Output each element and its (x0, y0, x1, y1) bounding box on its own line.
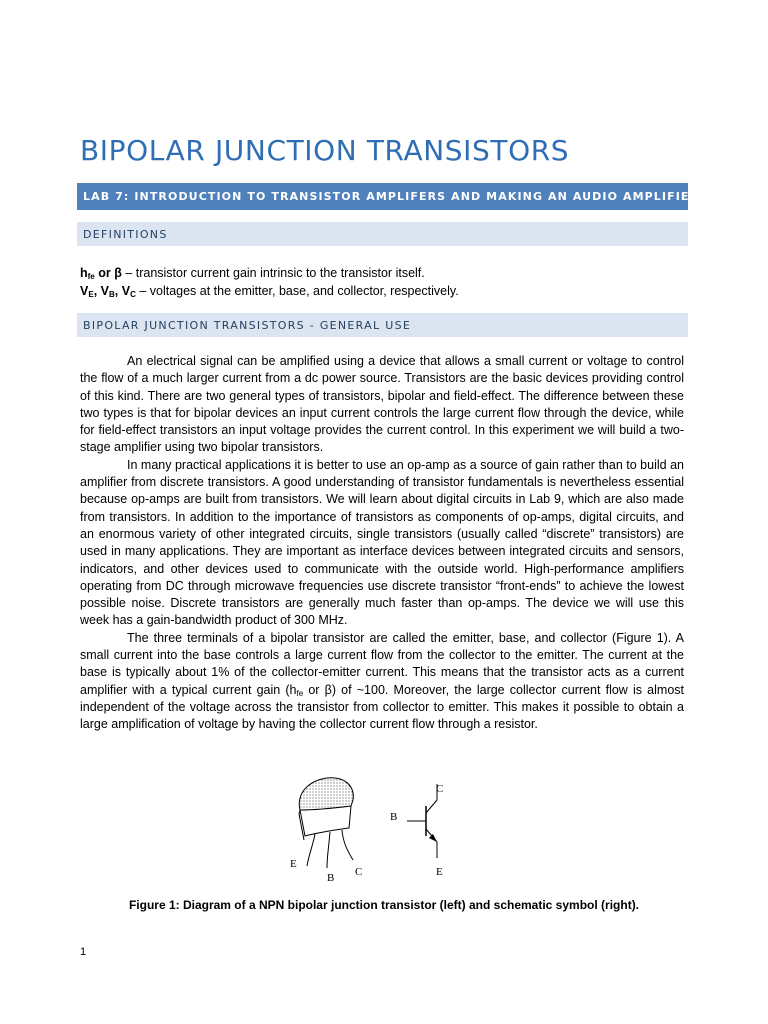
body-text (80, 353, 684, 734)
package-body (300, 806, 351, 836)
paragraph: An electrical signal can be amplified using a device that allows a small current or voltage to control the flow of a much larger current from a dc power source. Transistors are the basic devices providing control of this kind. There are two general types of transistors, bipolar and field-effect. The difference between these two types is that for bipolar devices an input current controls the large current flow through the device, while for field-effect transistors an input voltage provides the current control. In this experiment we will build a two-stage amplifier using two bipolar transistors. (80, 354, 684, 455)
symbol-label-b: B (390, 811, 398, 823)
npn-schematic-symbol (390, 783, 443, 878)
symbol-label-e: E (436, 866, 443, 878)
term-sub-b: B (108, 290, 115, 299)
definition-hfe (80, 264, 690, 282)
paragraph-part: The three terminals of a bipolar transistor are called the emitter, base, and collector (Figure 1). A small current into the base controls a large current flow from the collector to the emitter. The current at the base is typically about 1% of the collector-emitter current. This means that the transistor acts as a current amplifier with a typical current gain (h (80, 630, 684, 697)
package-top (299, 778, 353, 810)
lab-heading-bar (77, 183, 700, 210)
term-v: , V (93, 284, 109, 298)
page-title: BIPOLAR JUNCTION TRANSISTORS (80, 134, 570, 167)
definition-hfe-term (80, 266, 122, 280)
term-sub-c: C (130, 290, 136, 299)
general-use-heading-bar (77, 313, 688, 337)
transistor-figure (285, 770, 485, 888)
paragraph (80, 630, 684, 734)
package-label-c: C (355, 866, 363, 878)
term-sub-fe: fe (87, 272, 95, 281)
definition-voltages-text: – voltages at the emitter, base, and collector, respectively. (135, 284, 459, 298)
emitter-arrow-icon (429, 834, 437, 842)
term-h: h (80, 266, 88, 280)
term-v: V (80, 284, 89, 298)
term-or-beta: or β (94, 266, 122, 280)
paragraph-sub: fe (296, 688, 304, 698)
package-label-b: B (327, 872, 335, 884)
page-number: 1 (80, 946, 87, 958)
definitions-list (80, 264, 690, 300)
paragraph: In many practical applications it is better to use an op-amp as a source of gain rather than to build an amplifier from discrete transistors. A good understanding of transistor fundamentals is nevertheless essential because op-amps are built from transistors. We will learn about digital circuits in Lab 9, which are also made from transistors. In addition to the importance of transistors as components of op-amps, digital circuits, and an enormous variety of other integrated circuits, single transistors (usually called “discrete” transistors) are used in many applications. They are important as interface devices between integrated circuits and sensors, indicators, and other devices used to communicate with the outside world. High-performance amplifiers operating from DC through microwave frequencies use discrete transistor “front-ends” to achieve the lowest possible noise. Discrete transistors are generally much faster than op-amps. The device we will use this week has a gain-bandwidth product of 300 MHz. (80, 457, 684, 628)
definition-hfe-text: – transistor current gain intrinsic to the transistor itself. (121, 266, 425, 280)
definition-voltages-term (80, 284, 136, 298)
paragraph-part: or β) of ~100. Moreover, the large collector current flow is almost independent of the voltage across the transistor from collector to emitter. This makes it possible to obtain a large amplification of voltage by having the collector current flow through a resistor. (80, 682, 684, 732)
figure-caption: Figure 1: Diagram of a NPN bipolar junction transistor (left) and schematic symbol (right). (128, 898, 640, 912)
definition-voltages (80, 282, 690, 300)
term-v: , V (114, 284, 131, 298)
lead-base (327, 832, 330, 868)
package-label-e: E (290, 858, 297, 870)
collector-diagonal (426, 800, 437, 813)
symbol-label-c: C (436, 783, 444, 795)
lab-heading: LAB 7: INTRODUCTION TO TRANSISTOR AMPLIFERS AND MAKING AN AUDIO AMPLIFIER (83, 190, 700, 203)
general-use-heading: BIPOLAR JUNCTION TRANSISTORS - GENERAL USE (83, 318, 412, 332)
term-sub-e: E (88, 290, 94, 299)
npn-package-diagram (290, 778, 362, 884)
lead-collector (342, 830, 353, 860)
lead-emitter (307, 834, 315, 866)
definitions-heading-bar (77, 222, 688, 246)
definitions-heading: DEFINITIONS (83, 227, 168, 241)
